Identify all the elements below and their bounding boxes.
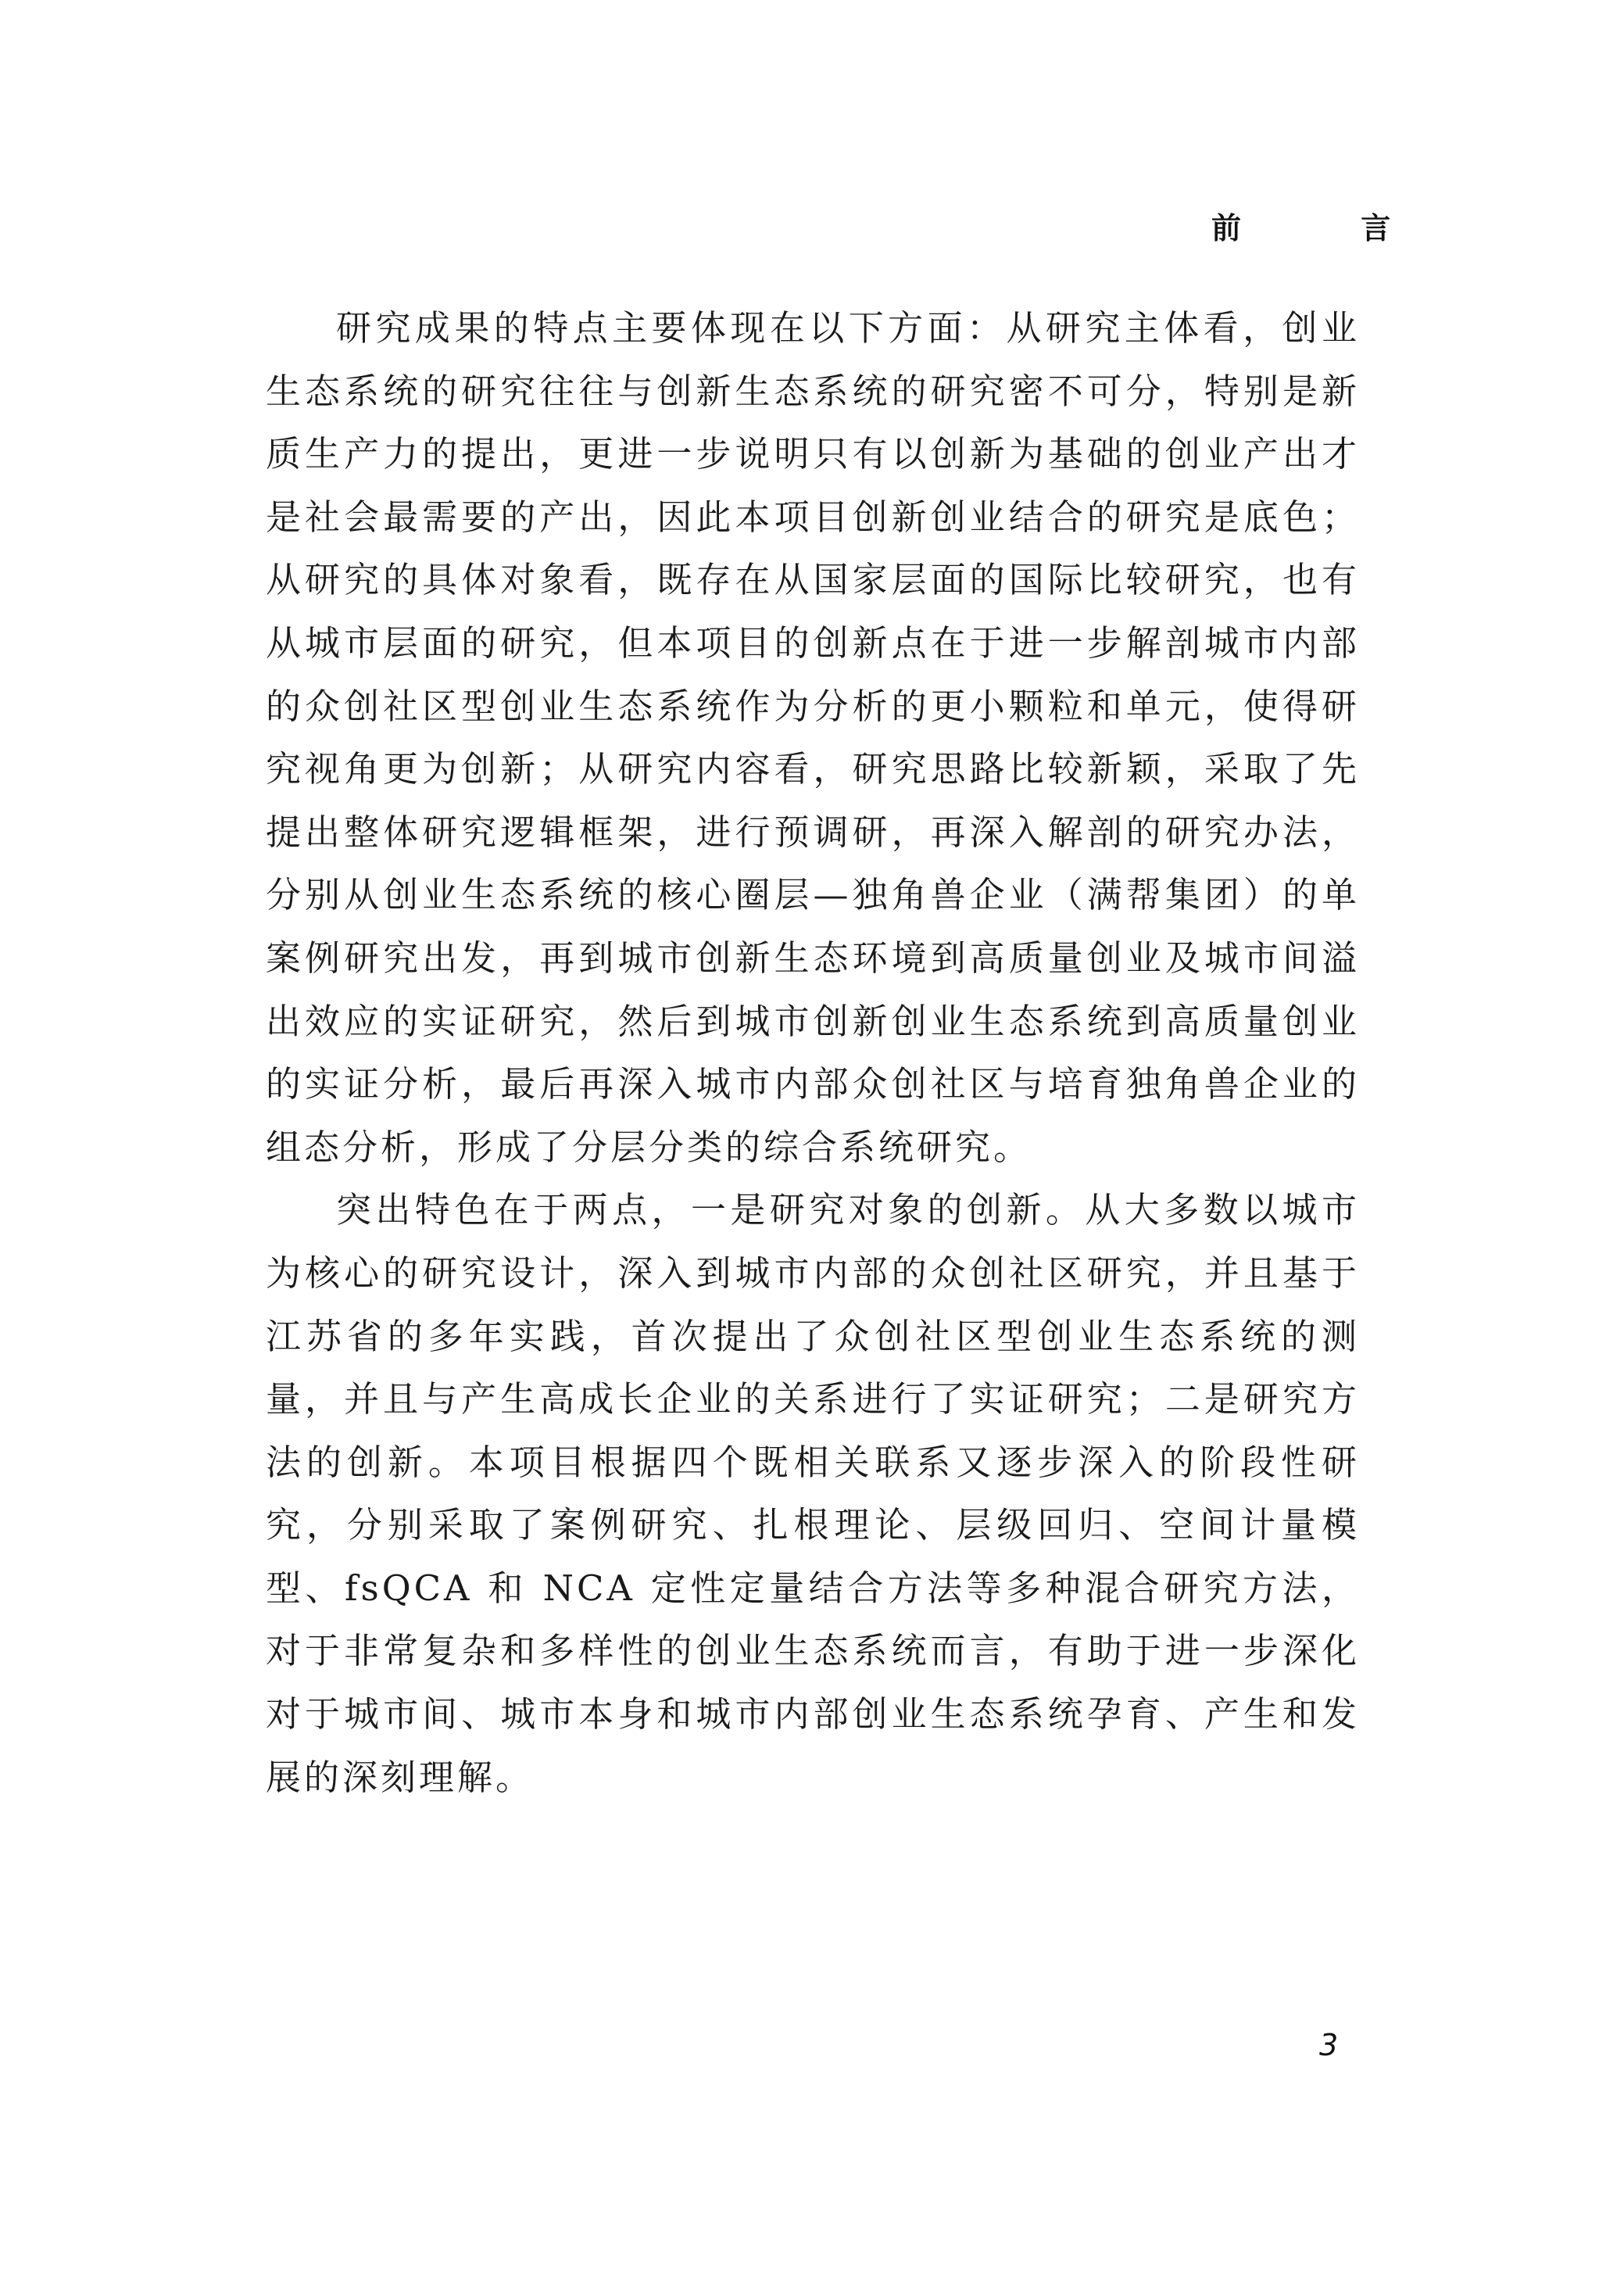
body-text: [266, 297, 1360, 1809]
chapter-title: 前 言: [1211, 210, 1446, 245]
paragraph-highlights: 突出特色在于两点，一是研究对象的创新。从大多数以城市为核心的研究设计，深入到城市内部的众创社区研究，并且基于江苏省的多年实践，首次提出了众创社区型创业生态系统的测量，并且与产生高成长企业的关系进行了实证研究；二是研究方法的创新。本项目根据四个既相关联系又逐步深入的阶段性研究，分别采取了案例研究、扎根理论、层级回归、空间计量模型、fsQCA 和 NCA 定性定量结合方法等多种混合研究方法，对于非常复杂和多样性的创业生态系统而言，有助于进一步深化对于城市间、城市本身和城市内部创业生态系统孕育、产生和发展的深刻理解。: [266, 1189, 1360, 1798]
running-header: [1196, 205, 1446, 245]
paragraph-research-features: 研究成果的特点主要体现在以下方面：从研究主体看，创业生态系统的研究往往与创新生态系统的研究密不可分，特别是新质生产力的提出，更进一步说明只有以创新为基础的创业产出才是社会最需要的产出，因此本项目创新创业结合的研究是底色；从研究的具体对象看，既存在从国家层面的国际比较研究，也有从城市层面的研究，但本项目的创新点在于进一步解剖城市内部的众创社区型创业生态系统作为分析的更小颗粒和单元，使得研究视角更为创新；从研究内容看，研究思路比较新颖，采取了先提出整体研究逻辑框架，进行预调研，再深入解剖的研究办法，分别从创业生态系统的核心圈层—独角兽企业（满帮集团）的单案例研究出发，再到城市创新生态环境到高质量创业及城市间溢出效应的实证研究，然后到城市创新创业生态系统到高质量创业的实证分析，最后再深入城市内部众创社区与培育独角兽企业的组态分析，形成了分层分类的综合系统研究。: [266, 307, 1360, 1168]
page-number: 3: [1319, 2028, 1339, 2062]
